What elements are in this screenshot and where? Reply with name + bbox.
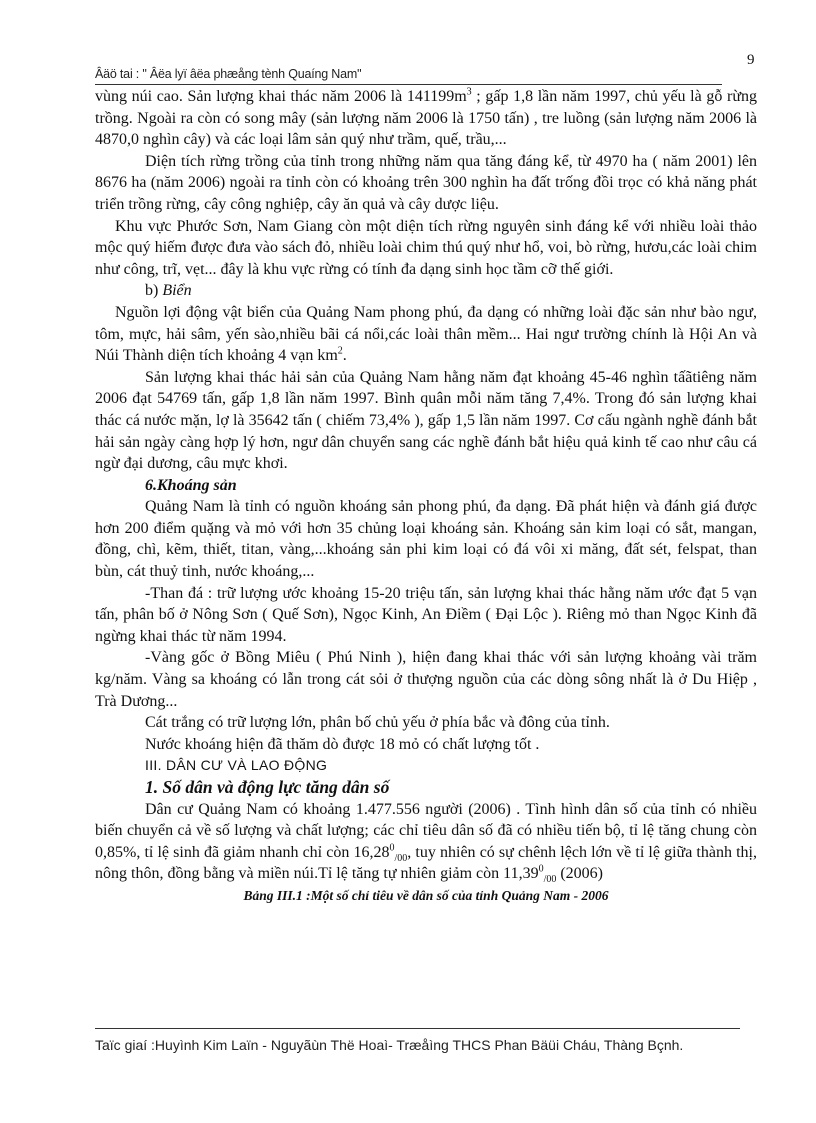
section-minerals-heading: 6.Khoáng sản (145, 476, 237, 494)
paragraph-planted-forest: Diện tích rừng trồng của tỉnh trong những năm qua tăng đáng kể, từ 4970 ha ( năm 2001) lên 8676 ha (năm 2006) ngoài ra tỉnh còn có khoảng trên 300 nghìn ha đất trống đồi trọc có khả năng phát triển trồng rừng, cây công nghiệp, cây ăn quả và cây dược liệu. (95, 152, 757, 213)
paragraph-mineral-water: Nước khoáng hiện đã thăm dò được 18 mỏ có chất lượng tốt . (145, 735, 540, 753)
paragraph-marine-resources: Nguồn lợi động vật biển của Quảng Nam phong phú, đa dạng có những loài đặc sản như bào ngư, tôm, mực, hải sâm, yến sào,nhiều bãi cá nổi,các loài thân mềm... Hai ngư trường chính là Hội An và Núi Thành diện tích khoảng 4 vạn $km^2$. (95, 303, 757, 365)
header-title: Âäö tai : " Âëa lyï âëa phæång tènh Quaíng Nam" (95, 67, 362, 81)
paragraph-population: Dân cư Quảng Nam có khoảng 1.477.556 người (2006) . Tình hình dân số của tỉnh có nhiều biến chuyển cả về số lượng và chất lượng; các chỉ tiêu dân số đã có nhiều tiến bộ, tỉ lệ tăng chung còn 0,85%, tỉ lệ sinh đã giảm nhanh chỉ còn $16,28^0_{/00}$, tuy nhiên có sự chênh lệch lớn về tỉ lệ giữa thành thị, nông thôn, đồng bằng và miền núi.Tỉ lệ tăng tự nhiên giảm còn $11,39^0_{/00}$ (2006) (95, 800, 758, 886)
page-number: 9 (747, 52, 755, 68)
body-text (95, 86, 757, 907)
paragraph-primary-forest: Khu vực Phước Sơn, Nam Giang còn một diện tích rừng nguyên sinh đáng kể với nhiều loài thảo mộc quý hiếm được đưa vào sách đỏ, nhiều loài chim thú quý như hổ, voi, bò rừng, hươu,các loài chim như công, trĩ, vẹt... đây là khu vực rừng có tính đa dạng sinh học tầm cỡ thế giới. (95, 217, 757, 278)
footer-author: Taïc giaí :Huyình Kim Laïn - Nguyãùn Thë Hoaì- Træåìng THCS Phan Bäüi Cháu, Thàng Bçnh. (95, 1037, 684, 1053)
subsection-population-growth-heading: 1. Số dân và động lực tăng dân số (145, 777, 390, 797)
header-rule (95, 84, 722, 85)
table-caption: Bảng III.1 :Một số chỉ tiêu về dân số của tỉnh Quảng Nam - 2006 (243, 887, 609, 903)
footer-rule (95, 1028, 740, 1029)
paragraph-forest-output: vùng núi cao. Sản lượng khai thác năm 2006 là $141199m^3$ ; gấp 1,8 lần năm 1997, chủ yếu là gỗ rừng trồng. Ngoài ra còn có song mây (sản lượng năm 2006 là 1750 tấn) , tre luồng (sản lượng năm 2006 là 4870,0 nghìn cây) và các loại lâm sản quý như trầm, quế, trầu,... (95, 86, 757, 149)
section-population-heading: III. DÂN CƯ VÀ LAO ĐỘNG (145, 757, 328, 774)
paragraph-gold: -Vàng gốc ở Bồng Miêu ( Phú Ninh ), hiện đang khai thác với sản lượng khoảng vài trăm kg/năm. Vàng sa khoáng có lẫn trong cát sỏi ở thượng nguồn của các dòng sông nhất là ở Du Hiệp , Trà Dương... (95, 649, 757, 710)
paragraph-white-sand: Cát trắng có trữ lượng lớn, phân bố chủ yếu ở phía bắc và đông của tỉnh. (145, 714, 610, 732)
subsection-sea-heading: b) Biển (145, 282, 192, 300)
paragraph-coal: -Than đá : trữ lượng ước khoảng 15-20 triệu tấn, sản lượng khai thác hằng năm ước đạt 5 vạn tấn, phân bố ở Nông Sơn ( Quế Sơn), Ngọc Kinh, An Điềm ( Đại Lộc ). Riêng mỏ than Ngọc Kinh đã ngừng khai thác từ năm 1994. (95, 584, 757, 645)
paragraph-minerals: Quảng Nam là tỉnh có nguồn khoáng sản phong phú, đa dạng. Đã phát hiện và đánh giá được hơn 200 điểm quặng và mỏ với hơn 35 chủng loại khoáng sản. Khoáng sản kim loại có sắt, mangan, đồng, chì, kẽm, thiết, titan, vàng,...khoáng sản phi kim loại có đá vôi xi măng, đất sét, felspat, than bùn, cát thuỷ tinh, nước khoáng,... (95, 498, 757, 581)
paragraph-seafood-output: Sản lượng khai thác hải sản của Quảng Nam hằng năm đạt khoảng 45-46 nghìn tấãtiêng năm 2006 đạt 54769 tấn, gấp 1,8 lần năm 1997. Bình quân mỗi năm tăng 7,4%. Trong đó sản lượng khai thác cá nước mặn, lợ là 35642 tấn ( chiếm 73,4% ), gấp 1,5 lần năm 1997. Cơ cấu ngành nghề đánh bắt hải sản ngày càng hợp lý hơn, ngư dân chuyển sang các nghề đánh bắt hiệu quả kinh tế cao như câu cá ngừ đại dương, câu mực khơi. (95, 368, 757, 473)
